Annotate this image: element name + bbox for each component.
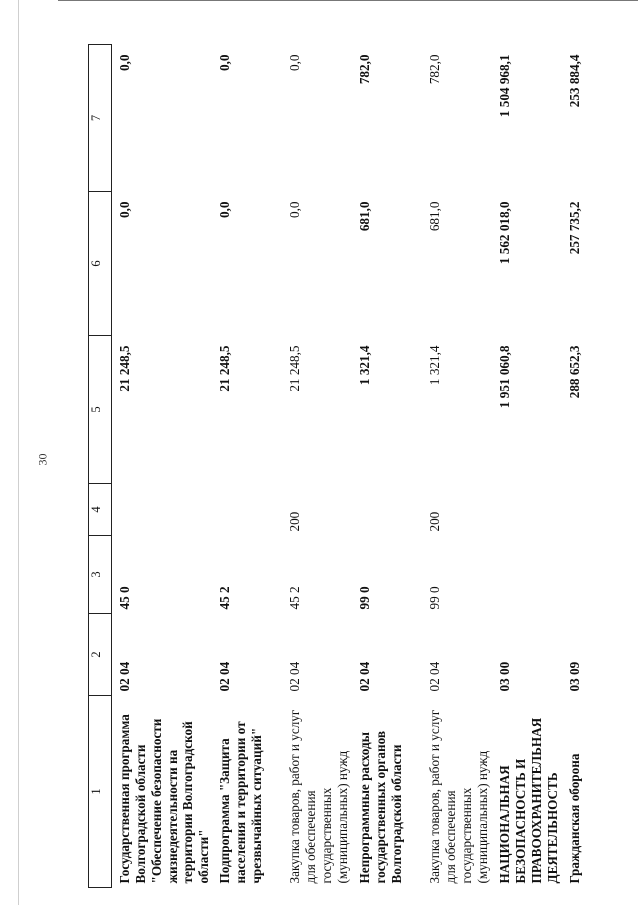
table-row — [562, 45, 632, 888]
amount-col6: 0,0 — [117, 201, 132, 218]
row-name: НАЦИОНАЛЬНАЯ БЕЗОПАСНОСТЬ И ПРАВООХРАНИТЕЛЬНАЯ ДЕЯТЕЛЬНОСТЬ — [497, 717, 560, 884]
expense-type: 200 — [287, 511, 303, 532]
amount-col7: 0,0 — [217, 54, 233, 71]
budget-table — [88, 44, 632, 888]
table-row — [422, 45, 492, 888]
amount-col5: 21 248,5 — [117, 345, 132, 392]
rotated-table-container — [88, 45, 624, 888]
section-code: 02 04 — [357, 661, 373, 692]
amount-col7: 782,0 — [357, 54, 373, 85]
amount-col6: 681,0 — [427, 201, 443, 232]
table-row — [492, 45, 562, 888]
amount-col5: 1 321,4 — [427, 345, 443, 386]
column-header: 7 — [89, 45, 112, 192]
target-code: 45 0 — [117, 586, 132, 610]
target-code: 45 2 — [217, 586, 233, 610]
amount-col7: 782,0 — [427, 54, 443, 85]
column-header: 4 — [89, 484, 112, 536]
amount-col7: 0,0 — [117, 54, 132, 71]
amount-col6: 257 735,2 — [567, 201, 583, 255]
expense-type: 200 — [427, 511, 443, 532]
scan-top-border — [58, 0, 638, 1]
column-header: 2 — [89, 614, 112, 696]
amount-col6: 0,0 — [217, 201, 233, 218]
table-row — [212, 45, 282, 888]
target-code — [492, 536, 562, 614]
row-name: Непрограммные расходы государственных органов Волгоградской области — [357, 731, 404, 884]
section-code: 02 04 — [217, 661, 233, 692]
row-name: Подпрограмма "Защита населения и территории от чрезвычайных ситуаций" — [217, 721, 264, 884]
amount-col5: 21 248,5 — [287, 345, 303, 392]
amount-col6: 681,0 — [357, 201, 373, 232]
row-name: Гражданская оборона — [567, 753, 583, 884]
column-header: 3 — [89, 536, 112, 614]
target-code: 99 0 — [357, 586, 373, 610]
table-header — [89, 45, 112, 888]
scan-left-border — [18, 0, 19, 905]
amount-col7: 1 504 968,1 — [497, 54, 513, 118]
section-code: 02 04 — [117, 661, 132, 692]
amount-col6: 1 562 018,0 — [497, 201, 513, 265]
amount-col5: 1 321,4 — [357, 345, 373, 386]
table-row — [282, 45, 352, 888]
amount-col6: 0,0 — [287, 201, 303, 218]
target-code: 45 2 — [287, 586, 303, 610]
expense-type — [212, 484, 282, 536]
amount-col5: 1 951 060,8 — [497, 345, 513, 409]
header-row — [89, 45, 112, 888]
row-name: Закупка товаров, работ и услуг для обеспечения государственных (муниципальных) нужд — [427, 709, 490, 884]
table-body — [112, 45, 633, 888]
row-name: Закупка товаров, работ и услуг для обеспечения государственных (муниципальных) нужд — [287, 709, 350, 884]
expense-type — [352, 484, 422, 536]
column-header: 6 — [89, 192, 112, 336]
expense-type — [492, 484, 562, 536]
column-header: 1 — [89, 696, 112, 888]
table-row — [112, 45, 213, 888]
section-code: 02 04 — [427, 661, 443, 692]
row-name: Государственная программа Волгоградской области "Обеспечение безопасности жизнедеятельности на территории Волгоградской области" — [117, 714, 212, 884]
amount-col5: 21 248,5 — [217, 345, 233, 392]
amount-col7: 0,0 — [287, 54, 303, 71]
section-code: 03 09 — [567, 661, 583, 692]
amount-col7: 253 884,4 — [567, 54, 583, 108]
section-code: 02 04 — [287, 661, 303, 692]
target-code — [562, 536, 632, 614]
expense-type — [562, 484, 632, 536]
page-number: 30 — [35, 453, 50, 466]
column-header: 5 — [89, 336, 112, 484]
target-code: 99 0 — [427, 586, 443, 610]
expense-type — [112, 484, 213, 536]
amount-col5: 288 652,3 — [567, 345, 583, 399]
section-code: 03 00 — [497, 661, 513, 692]
table-row — [352, 45, 422, 888]
